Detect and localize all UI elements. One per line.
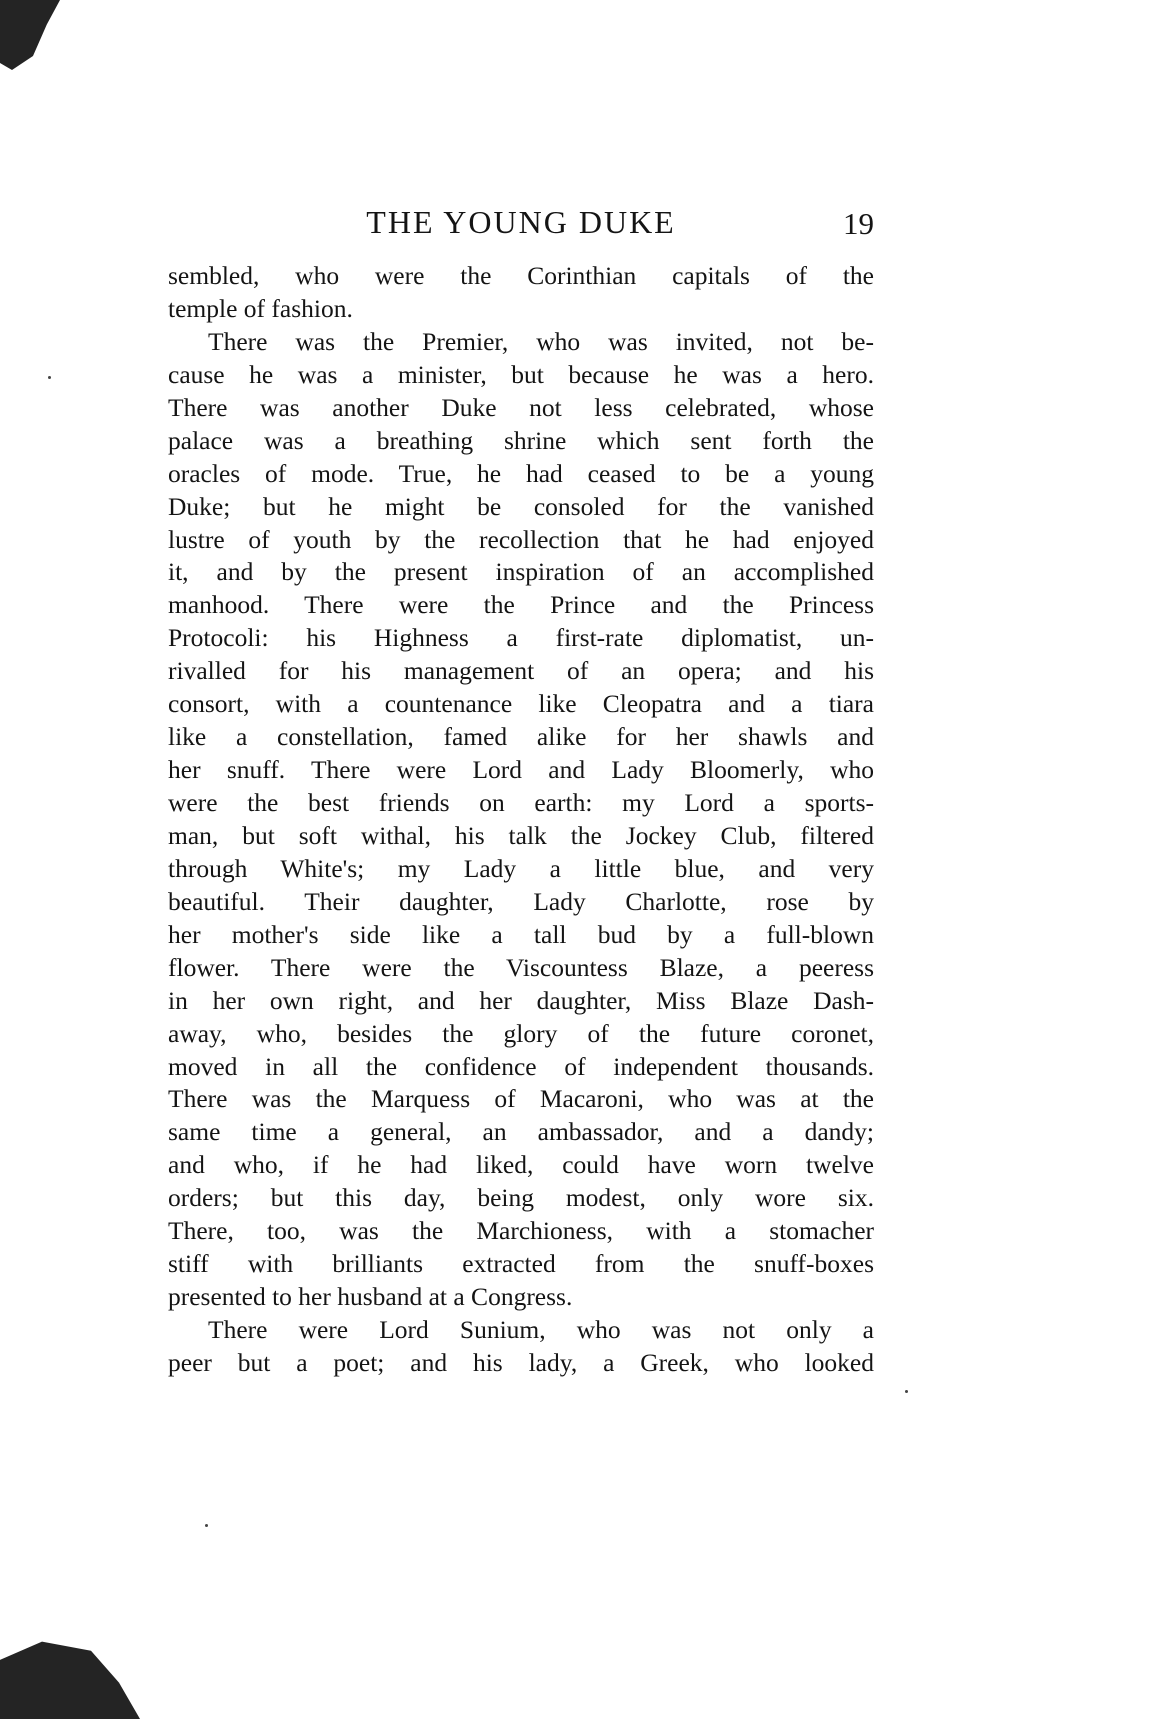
text-line: through White's; my Lady a little blue, and very (168, 853, 874, 883)
text-line: like a constellation, famed alike for her shawls and (168, 722, 874, 752)
scan-speck (905, 1390, 908, 1393)
text-line: There was the Premier, who was invited, not be- (208, 326, 874, 356)
text-line: sembled, who were the Corinthian capitals of the (168, 261, 874, 290)
text-line: There, too, was the Marchioness, with a stomacher (168, 1216, 874, 1246)
text-line: manhood. There were the Prince and the Princess (168, 590, 874, 620)
running-title: THE YOUNG DUKE (366, 204, 676, 240)
scan-speck (205, 1524, 208, 1527)
text-line: oracles of mode. True, he had ceased to be a young (168, 458, 874, 488)
text-line: man, but soft withal, his talk the Jockey Club, filtered (168, 820, 874, 850)
text-line: same time a general, an ambassador, and a dandy; (168, 1117, 874, 1147)
page-number: 19 (843, 206, 874, 241)
text-line: her snuff. There were Lord and Lady Bloomerly, who (168, 755, 874, 785)
text-line: flower. There were the Viscountess Blaze, a peeress (168, 952, 874, 982)
text-line: palace was a breathing shrine which sent forth the (168, 425, 874, 455)
text-line: beautiful. Their daughter, Lady Charlotte, rose by (168, 886, 874, 916)
running-head (168, 200, 874, 244)
text-line: There was another Duke not less celebrated, whose (168, 392, 874, 422)
body-text (168, 260, 874, 1380)
text-line: her mother's side like a tall bud by a full-blown (168, 919, 874, 949)
text-line: away, who, besides the glory of the future coronet, (168, 1018, 874, 1048)
scan-smudge-top-left (0, 0, 60, 70)
text-line: cause he was a minister, but because he was a hero. (168, 359, 874, 389)
text-line: and who, if he had liked, could have worn twelve (168, 1150, 874, 1180)
text-line: There were Lord Sunium, who was not only a (208, 1315, 874, 1344)
text-line: Duke; but he might be consoled for the vanished (168, 491, 874, 521)
text-line: temple of fashion. (168, 293, 353, 323)
text-line: consort, with a countenance like Cleopatra and a tiara (168, 689, 874, 719)
text-line: orders; but this day, being modest, only wore six. (168, 1183, 874, 1213)
text-line: were the best friends on earth: my Lord a sports- (168, 788, 874, 817)
text-line: Protocoli: his Highness a first-rate diplomatist, un- (168, 623, 874, 653)
scan-speck (48, 376, 51, 379)
text-line: moved in all the confidence of independent thousands. (168, 1051, 874, 1081)
scan-smudge-bottom-left (0, 1628, 140, 1719)
text-line: presented to her husband at a Congress. (168, 1282, 573, 1312)
text-line: There was the Marquess of Macaroni, who was at the (168, 1084, 874, 1114)
text-line: peer but a poet; and his lady, a Greek, who looked (168, 1347, 874, 1377)
text-line: in her own right, and her daughter, Miss Blaze Dash- (168, 985, 874, 1015)
text-line: rivalled for his management of an opera; and his (168, 656, 874, 686)
text-line: lustre of youth by the recollection that he had enjoyed (168, 524, 874, 554)
text-line: stiff with brilliants extracted from the snuff-boxes (168, 1249, 874, 1279)
text-line: it, and by the present inspiration of an accomplished (168, 557, 874, 587)
